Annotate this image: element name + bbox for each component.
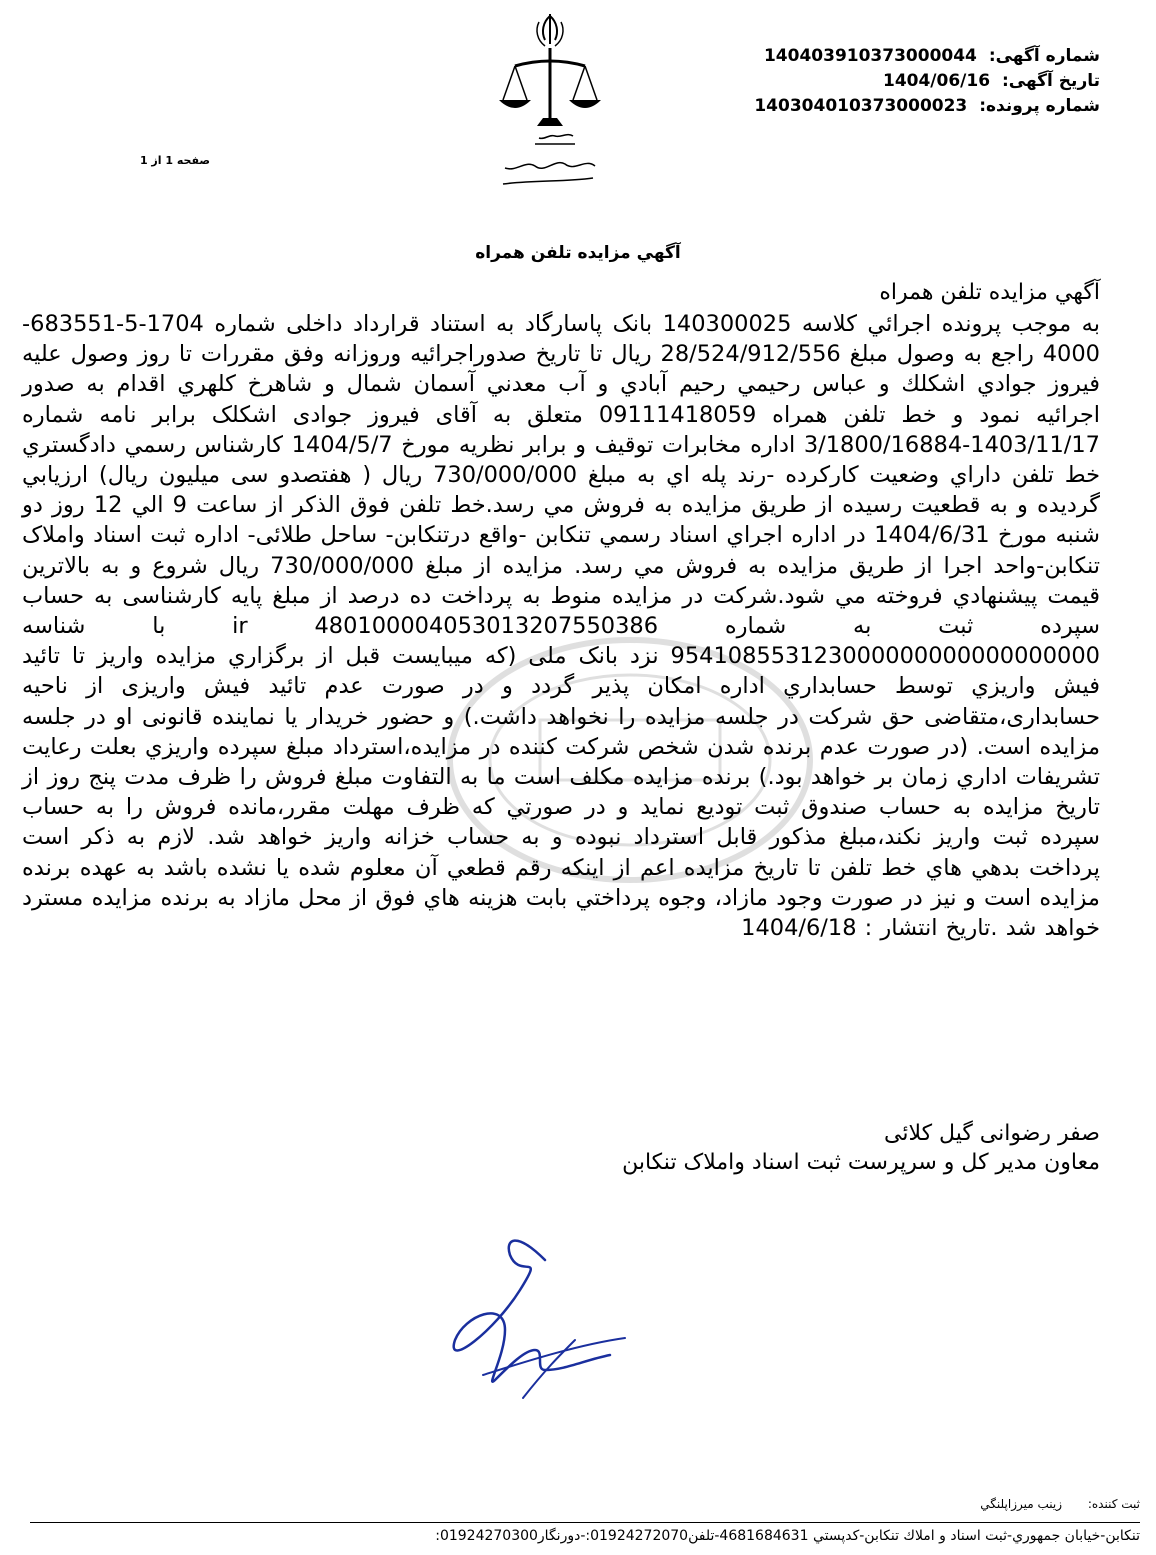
case-number-label: شماره پرونده: (979, 96, 1100, 116)
ad-date-row (720, 69, 1100, 94)
registrar-name: زينب ميرزاپلنگي (980, 1497, 1063, 1511)
document-subtitle: آگهي مزايده تلفن همراه (879, 280, 1100, 305)
page-indicator: صفحه 1 از 1 (139, 154, 210, 167)
signer-title: معاون مدير كل و سرپرست ثبت اسناد واملاک تنکابن (622, 1150, 1100, 1175)
registrar-line (820, 1497, 1140, 1511)
signature-icon (395, 1220, 655, 1420)
registrar-label: ثبت كننده: (1087, 1497, 1140, 1511)
ad-number-label: شماره آگهی: (988, 46, 1100, 66)
ad-date-label: تاریخ آگهی: (1001, 71, 1100, 91)
document-title: آگهي مزايده تلفن همراه (475, 243, 681, 263)
footer-address: تنكابن-خيابان جمهوري-ثبت اسناد و املاك تنكابن-كدپستي 4681684631-تلفن01924272070:-دورنگار01924270300: (435, 1528, 1140, 1544)
case-number: 140304010373000023 (754, 96, 968, 116)
ad-number-row (720, 44, 1100, 69)
ad-date: 1404/06/16 (882, 71, 991, 91)
judiciary-emblem-icon (475, 8, 625, 198)
case-number-row (720, 94, 1100, 119)
ad-metadata (720, 44, 1100, 119)
notice-body: به موجب پرونده اجرائي كلاسه 140300025 بانک پاسارگاد به استناد قرارداد داخلی شماره 1704-5-683551-4000 راجع به وصول مبلغ 28/524/912/556 ريال تا تاريخ صدوراجرائيه وروزانه وفق مقررات تا روز وصول عليه فيروز جوادي اشكلك و عباس رحيمي رحيم آبادي و آب معدني آسمان شمال و شاهرخ كلهري اقدام به صدور اجرائيه نمود و خط تلفن همراه 09111418059 متعلق به آقای فیروز جوادی اشکلک برابر نامه شماره 1403/11/17-3/1800/16884 اداره مخابرات توقيف و برابر نظريه مورخ 1404/5/7 كارشناس رسمي دادگستري خط تلفن داراي وضعيت كاركرده -رند پله اي به مبلغ 730/000/000 ريال ( هفتصدو سی میلیون ریال) ارزيابي گرديده و به قطعيت رسيده از طريق مزايده به فروش مي رسد.خط تلفن فوق الذكر از ساعت 9 الي 12 روز دو شنبه مورخ 1404/6/31 در اداره اجراي اسناد رسمي تنكابن -واقع درتنكابن- ساحل طلائی- اداره ثبت اسناد واملاک تنکابن-واحد اجرا از طريق مزايده به فروش مي رسد. مزايده از مبلغ 730/000/000 ريال شروع و به بالاترين قيمت پيشنهادي فروخته مي شود.شرکت در مزايده منوط به پرداخت ده درصد از مبلغ پايه کارشناسی به حساب سپرده ثبت به شماره ir 480100004053013207550386 با شناسه 954108553123000000000000000000 نزد بانک ملی (كه ميبايست قبل از برگزاري مزايده واريز تا تائيد فيش واريزي توسط حسابداري اداره امكان پذير گردد و در صورت عدم تائيد فيش واريزی از ناحيه حسابداری،متقاضی حق شركت در جلسه مزايده را نخواهد داشت.) و حضور خريدار يا نماينده قانونی او در جلسه مزايده است. (در صورت عدم برنده شدن شخص شركت كننده در مزايده،استرداد مبلغ سپرده واريزي بعلت رعايت تشريفات اداري زمان بر خواهد بود.) برنده مزايده مكلف است ما به التفاوت مبلغ فروش را ظرف مدت پنج روز از تاريخ مزايده به حساب صندوق ثبت توديع نمايد و در صورتي كه ظرف مهلت مقرر،مانده فروش را به حساب سپرده ثبت واريز نكند،مبلغ مذكور قابل استرداد نبوده و به حساب خزانه واريز خواهد شد. لازم به ذكر است پرداخت بدهي هاي خط تلفن تا تاريخ مزايده اعم از اينكه رقم قطعي آن معلوم شده يا نشده باشد به عهده برنده مزايده است و نيز در صورت وجود مازاد، وجوه پرداختي بابت هزينه هاي فوق از محل مازاد به برنده مزايده مسترد خواهد شد .تاریخ انتشار : 1404/6/18 (22, 311, 1101, 942)
ad-number: 140403910373000044 (763, 46, 977, 66)
signer-name: صفر رضوانی گیل کلائی (883, 1121, 1100, 1146)
footer-divider (30, 1522, 1140, 1523)
